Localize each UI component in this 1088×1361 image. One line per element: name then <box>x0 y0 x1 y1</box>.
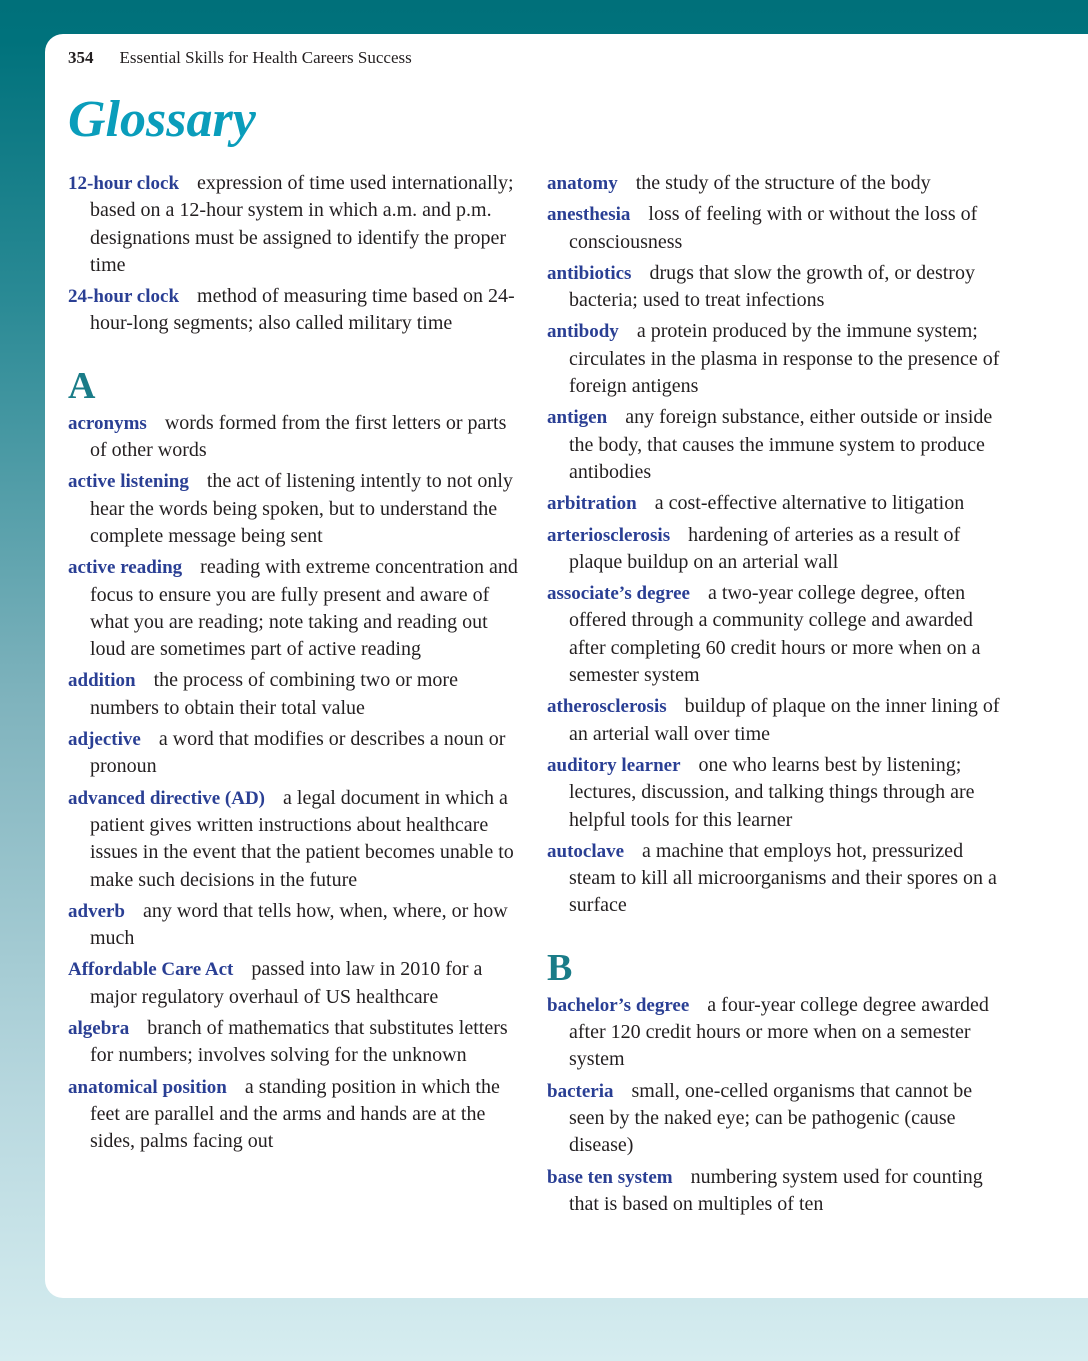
glossary-term: advanced directive (AD) <box>68 787 266 809</box>
glossary-definition: small, one-celled organisms that cannot be seen by the naked eye; can be pathogenic (cause disease) <box>569 1079 973 1157</box>
glossary-term: 12-hour clock <box>68 173 180 194</box>
glossary-entry <box>68 726 528 781</box>
glossary-term: Affordable Care Act <box>68 959 234 981</box>
section-letter-a: A <box>68 364 96 407</box>
glossary-term: atherosclerosis <box>547 696 667 718</box>
glossary-term: anesthesia <box>547 204 631 226</box>
glossary-entry <box>547 693 1007 748</box>
glossary-term: arteriosclerosis <box>547 524 671 546</box>
b-entries <box>547 992 1007 1218</box>
glossary-entry <box>547 170 1007 197</box>
glossary-entry <box>547 1164 1007 1219</box>
glossary-term: algebra <box>68 1018 130 1040</box>
glossary-term: anatomy <box>547 173 618 194</box>
glossary-term: arbitration <box>547 493 637 515</box>
glossary-entry <box>547 838 1007 920</box>
intro-entries <box>68 170 528 338</box>
glossary-term: antigen <box>547 407 608 429</box>
glossary-entry <box>547 404 1007 486</box>
glossary-definition: loss of feeling with or without the loss of consciousness <box>569 203 978 253</box>
glossary-term: antibody <box>547 321 619 343</box>
glossary-definition: one who learns best by listening; lectures, discussion, and talking things through are helpful tools for this learner <box>569 753 975 831</box>
glossary-entry <box>68 468 528 550</box>
glossary-entry <box>68 170 528 279</box>
glossary-definition: passed into law in 2010 for a major regulatory overhaul of US healthcare <box>90 958 483 1008</box>
a-entries-right <box>547 170 1007 920</box>
glossary-definition: any word that tells how, when, where, or how much <box>90 899 508 950</box>
glossary-definition: a word that modifies or describes a noun or pronoun <box>90 728 506 778</box>
glossary-term: anatomical position <box>68 1076 227 1098</box>
glossary-definition: drugs that slow the growth of, or destroy bacteria; used to treat infections <box>569 261 975 312</box>
glossary-definition: any foreign substance, either outside or inside the body, that causes the immune system to produce antibodies <box>569 406 993 483</box>
glossary-entry <box>68 667 528 722</box>
glossary-term: acronyms <box>68 412 147 434</box>
glossary-definition: words formed from the first letters or parts of other words <box>90 411 507 462</box>
glossary-definition: a machine that employs hot, pressurized steam to kill all microorganisms and their spores on a surface <box>569 839 997 917</box>
page-number: 354 <box>68 48 94 67</box>
glossary-definition: the study of the structure of the body <box>635 172 931 194</box>
glossary-entry <box>68 554 528 663</box>
glossary-definition: buildup of plaque on the inner lining of an arterial wall over time <box>569 695 1000 745</box>
glossary-entry <box>68 1015 528 1070</box>
glossary-term: bacteria <box>547 1080 614 1102</box>
glossary-definition: the act of listening intently to not only hear the words being spoken, but to understand the complete message being sent <box>90 470 513 547</box>
glossary-term: bachelor’s degree <box>547 994 690 1016</box>
glossary-entry <box>547 490 1007 517</box>
book-title: Essential Skills for Health Careers Success <box>119 48 412 67</box>
glossary-definition: a legal document in which a patient gives written instructions about healthcare issues in the event that the patient becomes unable to make such decisions in the future <box>90 786 514 891</box>
glossary-term: active listening <box>68 471 189 493</box>
glossary-definition: a protein produced by the immune system; circulates in the plasma in response to the presence of foreign antigens <box>569 320 1000 398</box>
glossary-entry <box>547 1078 1007 1160</box>
glossary-term: antibiotics <box>547 262 632 284</box>
glossary-entry <box>547 201 1007 256</box>
a-entries-left <box>68 410 528 1156</box>
left-column <box>68 170 528 1160</box>
glossary-term: active reading <box>68 557 183 579</box>
glossary-term: addition <box>68 670 136 692</box>
glossary-entry <box>547 318 1007 400</box>
glossary-entry <box>68 283 528 338</box>
page-title: Glossary <box>68 91 256 148</box>
glossary-definition: reading with extreme concentration and focus to ensure you are fully present and aware of what you are reading; note taking and reading out loud are sometimes part of active reading <box>90 556 518 661</box>
glossary-entry <box>547 752 1007 834</box>
glossary-entry <box>547 522 1007 577</box>
glossary-definition: method of measuring time based on 24-hour-long segments; also called military time <box>90 285 515 335</box>
glossary-term: 24-hour clock <box>68 286 180 308</box>
glossary-entry <box>547 580 1007 689</box>
glossary-definition: a two-year college degree, often offered through a community college and awarded after completing 60 credit hours or more when on a semester system <box>569 582 981 687</box>
glossary-definition: a four-year college degree awarded after 120 credit hours or more when on a semester system <box>569 993 989 1071</box>
glossary-term: associate’s degree <box>547 583 690 605</box>
glossary-term: autoclave <box>547 840 625 862</box>
glossary-entry <box>68 410 528 465</box>
glossary-entry <box>547 992 1007 1074</box>
glossary-term: adjective <box>68 729 141 751</box>
right-column <box>547 170 1007 1222</box>
glossary-term: auditory learner <box>547 754 681 776</box>
running-header <box>68 48 412 68</box>
glossary-definition: expression of time used internationally; based on a 12-hour system in which a.m. and p.m. designations must be assigned to identify the proper time <box>90 172 514 276</box>
glossary-entry <box>68 1074 528 1156</box>
glossary-definition: numbering system used for counting that is based on multiples of ten <box>569 1165 983 1215</box>
glossary-entry <box>68 785 528 894</box>
glossary-entry <box>68 898 528 953</box>
book-page <box>45 34 1088 1298</box>
section-letter-b: B <box>547 946 573 989</box>
glossary-definition: branch of mathematics that substitutes letters for numbers; involves solving for the unknown <box>90 1017 508 1067</box>
glossary-term: adverb <box>68 900 125 922</box>
glossary-definition: the process of combining two or more numbers to obtain their total value <box>90 669 458 719</box>
glossary-definition: a cost-effective alternative to litigation <box>654 492 965 515</box>
glossary-definition: a standing position in which the feet are parallel and the arms and hands are at the sides, palms facing out <box>90 1075 500 1153</box>
glossary-term: base ten system <box>547 1166 673 1188</box>
glossary-entry <box>68 956 528 1011</box>
glossary-entry <box>547 260 1007 315</box>
glossary-definition: hardening of arteries as a result of plaque buildup on an arterial wall <box>569 523 961 573</box>
